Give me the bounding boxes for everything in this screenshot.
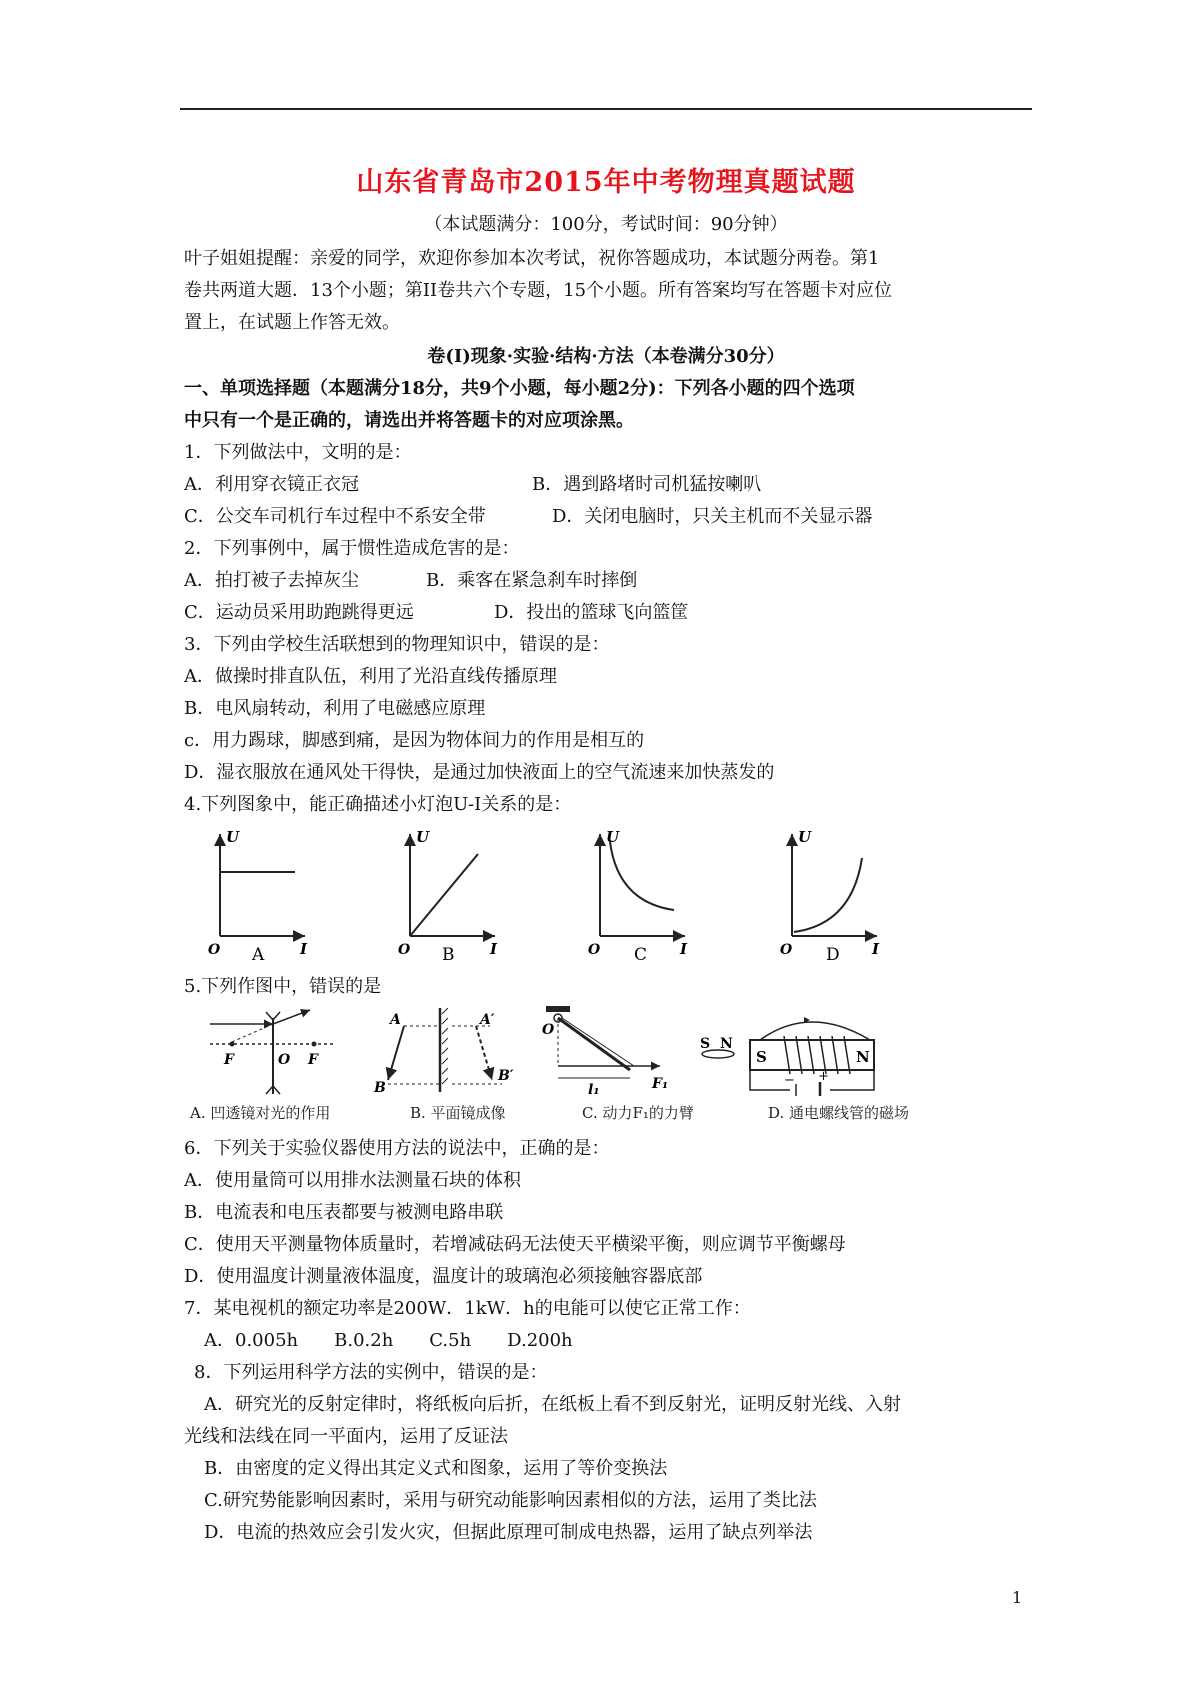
q8-option-c: C.研究势能影响因素时，采用与研究动能影响因素相似的方法，运用了类比法	[204, 1490, 817, 1511]
q1-option-d: D．关闭电脑时，只关主机而不关显示器	[552, 506, 873, 527]
fig-d-minus: −	[784, 1073, 795, 1088]
fig-c-lever	[542, 1006, 668, 1096]
q1-option-c: C．公交车司机行车过程中不系安全带	[184, 506, 486, 527]
graph-a-axis-x: I	[300, 940, 308, 958]
q3-option-b: B．电风扇转动，利用了电磁感应原理	[184, 698, 486, 719]
q6-option-b: B．电流表和电压表都要与被测电路串联	[184, 1202, 504, 1223]
section-title: 卷(I)现象·实验·结构·方法（本卷满分30分）	[427, 346, 785, 367]
fig-c-f1: F₁	[652, 1076, 669, 1092]
fig-d-n: N	[856, 1048, 870, 1066]
q4-graphs	[190, 826, 910, 966]
q8-stem: 8．下列运用科学方法的实例中，错误的是：	[194, 1362, 548, 1383]
q7-options: A．0.005h B.0.2h C.5h D.200h	[204, 1330, 573, 1351]
part1-heading-line-2: 中只有一个是正确的，请选出并将答题卡的对应项涂黑。	[184, 410, 634, 431]
fig-c-o: O	[542, 1022, 555, 1038]
fig-b-b: B	[374, 1080, 386, 1096]
q3-stem: 3．下列由学校生活联想到的物理知识中，错误的是：	[184, 634, 610, 655]
intro-line-3: 置上，在试题上作答无效。	[184, 312, 400, 333]
fig-a-f1: F	[224, 1052, 234, 1068]
q1-option-a: A．利用穿衣镜正衣冠	[184, 474, 359, 495]
q6-option-d: D．使用温度计测量液体温度，温度计的玻璃泡必须接触容器底部	[184, 1266, 703, 1287]
fig-d-plus: +	[818, 1069, 829, 1084]
fig-d-s: S	[756, 1048, 767, 1066]
graph-b-axis-x: I	[490, 940, 498, 958]
q5-caption-b: B. 平面镜成像	[410, 1104, 506, 1122]
q4-stem: 4.下列图象中，能正确描述小灯泡U-I关系的是：	[184, 794, 572, 815]
fig-a-concave-lens	[210, 1010, 335, 1094]
q5-caption-a: A. 凹透镜对光的作用	[190, 1104, 331, 1122]
graph-d-label: D	[826, 945, 840, 965]
graph-c-origin: O	[588, 942, 601, 958]
q5-stem: 5.下列作图中，错误的是	[184, 976, 382, 997]
graph-d-axis-y: U	[798, 828, 812, 846]
graph-c-axis-y: U	[606, 828, 620, 846]
page-title: 山东省青岛市2015年中考物理真题试题	[356, 167, 856, 198]
q2-option-b: B．乘客在紧急刹车时摔倒	[426, 570, 638, 591]
graph-a-label: A	[252, 945, 265, 965]
q6-option-c: C．使用天平测量物体质量时，若增减砝码无法使天平横梁平衡，则应调节平衡螺母	[184, 1234, 846, 1255]
q3-option-d: D．湿衣服放在通风处干得快，是通过加快液面上的空气流速来加快蒸发的	[184, 762, 775, 783]
q8-option-a-line-1: A．研究光的反射定律时，将纸板向后折，在纸板上看不到反射光，证明反射光线、入射	[204, 1394, 901, 1415]
graph-b-origin: O	[398, 942, 411, 958]
q1-option-b: B．遇到路堵时司机猛按喇叭	[532, 474, 762, 495]
intro-line-1: 叶子姐姐提醒：亲爱的同学，欢迎你参加本次考试，祝你答题成功，本试题分两卷。第1	[184, 248, 880, 269]
fig-d-n-small: N	[720, 1036, 733, 1052]
graph-d-origin: O	[780, 942, 793, 958]
graph-b-axis-y: U	[416, 828, 430, 846]
q8-option-a-line-2: 光线和法线在同一平面内，运用了反证法	[184, 1426, 508, 1447]
graph-b-label: B	[442, 945, 455, 965]
q3-option-c: c．用力踢球，脚感到痛，是因为物体间力的作用是相互的	[184, 730, 645, 751]
graph-b	[398, 828, 498, 965]
q8-option-b: B．由密度的定义得出其定义式和图象，运用了等价变换法	[204, 1458, 668, 1479]
graph-c-label: C	[634, 945, 648, 965]
intro-line-2: 卷共两道大题．13个小题；第II卷共六个专题，15个小题。所有答案均写在答题卡对应位	[184, 280, 893, 301]
q6-stem: 6．下列关于实验仪器使用方法的说法中，正确的是：	[184, 1138, 610, 1159]
q7-stem: 7．某电视机的额定功率是200W．1kW．h的电能可以使它正常工作：	[184, 1298, 751, 1319]
exam-subtitle: （本试题满分：100分，考试时间：90分钟）	[424, 214, 788, 235]
fig-b-a2: A′	[480, 1012, 495, 1028]
q5-caption-d: D. 通电螺线管的磁场	[768, 1104, 910, 1122]
q1-stem: 1．下列做法中，文明的是：	[184, 442, 412, 463]
fig-a-f2: F	[308, 1052, 318, 1068]
q4-graphs-svg	[190, 826, 910, 966]
q5-figures-svg	[190, 1004, 930, 1096]
graph-b-curve	[410, 854, 478, 936]
graph-a	[208, 828, 308, 965]
q5-figures	[190, 1004, 930, 1096]
q2-option-d: D．投出的篮球飞向篮筐	[494, 602, 689, 623]
q2-option-c: C．运动员采用助跑跳得更远	[184, 602, 414, 623]
q8-option-d: D．电流的热效应会引发火灾，但据此原理可制成电热器，运用了缺点列举法	[204, 1522, 813, 1543]
fig-b-b2: B′	[498, 1068, 514, 1084]
q5-caption-c: C. 动力F₁的力臂	[582, 1104, 694, 1122]
fig-c-l1: l₁	[588, 1082, 600, 1096]
graph-d	[780, 828, 880, 965]
part1-heading-line-1: 一、单项选择题（本题满分18分，共9个小题，每小题2分)：下列各小题的四个选项	[184, 378, 855, 399]
q3-option-a: A．做操时排直队伍，利用了光沿直线传播原理	[184, 666, 557, 687]
graph-c-curve	[610, 842, 674, 910]
fig-d-solenoid	[700, 1017, 874, 1096]
q6-option-a: A．使用量筒可以用排水法测量石块的体积	[184, 1170, 521, 1191]
graph-a-axis-y: U	[226, 828, 240, 846]
fig-a-o: O	[278, 1052, 291, 1068]
q2-option-a: A．拍打被子去掉灰尘	[184, 570, 359, 591]
graph-d-curve	[794, 858, 862, 932]
graph-c	[588, 828, 688, 965]
fig-d-s-small: S	[700, 1036, 711, 1052]
page-number: 1	[1012, 1588, 1023, 1607]
graph-c-axis-x: I	[680, 940, 688, 958]
q2-stem: 2．下列事例中，属于惯性造成危害的是：	[184, 538, 520, 559]
graph-a-origin: O	[208, 942, 221, 958]
graph-d-axis-x: I	[872, 940, 880, 958]
fig-b-plane-mirror	[373, 1008, 514, 1096]
header-rule	[180, 108, 1032, 110]
fig-b-a: A	[390, 1012, 401, 1028]
